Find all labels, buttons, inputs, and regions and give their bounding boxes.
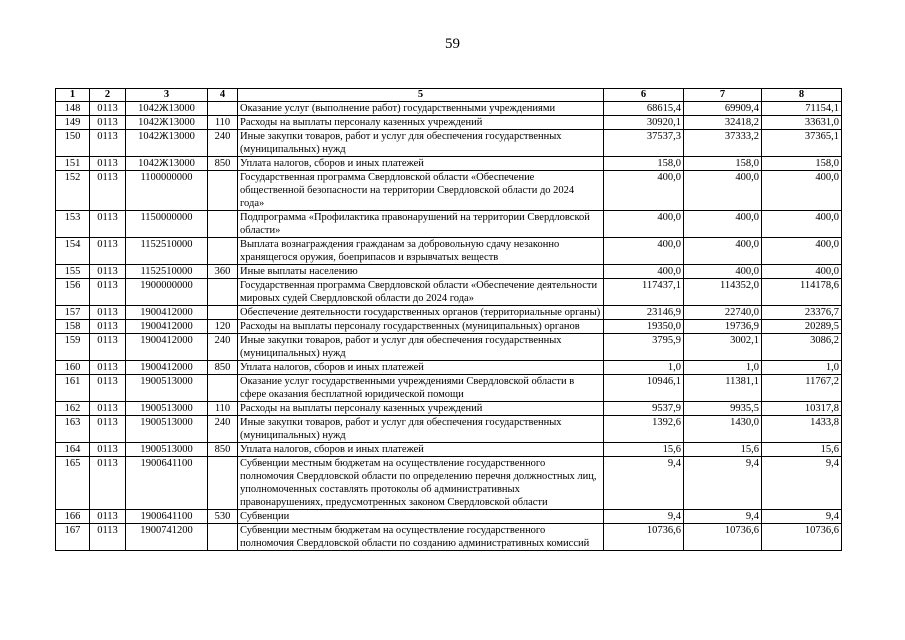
row-number-cell: 163 <box>56 416 90 443</box>
section-code-cell: 0113 <box>90 375 126 402</box>
target-article-cell: 1042Ж13000 <box>126 157 208 171</box>
row-number-cell: 150 <box>56 130 90 157</box>
section-code-cell: 0113 <box>90 443 126 457</box>
amount-col-6-cell: 117437,1 <box>604 279 684 306</box>
target-article-cell: 1152510000 <box>126 265 208 279</box>
header-col-8: 8 <box>762 89 842 102</box>
target-article-cell: 1900513000 <box>126 416 208 443</box>
header-col-2: 2 <box>90 89 126 102</box>
section-code-cell: 0113 <box>90 334 126 361</box>
header-row <box>56 89 842 102</box>
amount-col-6-cell: 10946,1 <box>604 375 684 402</box>
target-article-cell: 1152510000 <box>126 238 208 265</box>
target-article-cell: 1042Ж13000 <box>126 116 208 130</box>
table-row <box>56 306 842 320</box>
amount-col-8-cell: 71154,1 <box>762 102 842 116</box>
budget-table <box>55 88 842 551</box>
expense-type-cell: 850 <box>208 443 238 457</box>
table-row <box>56 171 842 211</box>
target-article-cell: 1042Ж13000 <box>126 130 208 157</box>
amount-col-8-cell: 158,0 <box>762 157 842 171</box>
amount-col-7-cell: 400,0 <box>684 265 762 279</box>
item-name-cell: Иные закупки товаров, работ и услуг для обеспечения государственных (муниципальных) нужд <box>238 416 604 443</box>
table-row <box>56 265 842 279</box>
expense-type-cell <box>208 279 238 306</box>
section-code-cell: 0113 <box>90 102 126 116</box>
section-code-cell: 0113 <box>90 130 126 157</box>
amount-col-8-cell: 33631,0 <box>762 116 842 130</box>
target-article-cell: 1900641100 <box>126 510 208 524</box>
expense-type-cell <box>208 375 238 402</box>
amount-col-6-cell: 15,6 <box>604 443 684 457</box>
item-name-cell: Уплата налогов, сборов и иных платежей <box>238 361 604 375</box>
amount-col-7-cell: 400,0 <box>684 211 762 238</box>
amount-col-7-cell: 69909,4 <box>684 102 762 116</box>
row-number-cell: 159 <box>56 334 90 361</box>
amount-col-8-cell: 400,0 <box>762 171 842 211</box>
header-col-6: 6 <box>604 89 684 102</box>
table-row <box>56 416 842 443</box>
item-name-cell: Выплата вознаграждения гражданам за добровольную сдачу незаконно хранящегося оружия, боеприпасов и взрывчатых веществ <box>238 238 604 265</box>
expense-type-cell <box>208 102 238 116</box>
section-code-cell: 0113 <box>90 116 126 130</box>
expense-type-cell: 850 <box>208 157 238 171</box>
amount-col-7-cell: 400,0 <box>684 171 762 211</box>
amount-col-6-cell: 9,4 <box>604 510 684 524</box>
amount-col-7-cell: 9,4 <box>684 510 762 524</box>
expense-type-cell <box>208 457 238 510</box>
amount-col-7-cell: 32418,2 <box>684 116 762 130</box>
amount-col-6-cell: 37537,3 <box>604 130 684 157</box>
table-row <box>56 211 842 238</box>
amount-col-6-cell: 30920,1 <box>604 116 684 130</box>
amount-col-6-cell: 158,0 <box>604 157 684 171</box>
amount-col-8-cell: 1,0 <box>762 361 842 375</box>
header-col-4: 4 <box>208 89 238 102</box>
item-name-cell: Обеспечение деятельности государственных органов (территориальные органы) <box>238 306 604 320</box>
item-name-cell: Иные закупки товаров, работ и услуг для обеспечения государственных (муниципальных) нужд <box>238 334 604 361</box>
row-number-cell: 161 <box>56 375 90 402</box>
row-number-cell: 160 <box>56 361 90 375</box>
item-name-cell: Субвенции местным бюджетам на осуществление государственного полномочия Свердловской области по определению перечня должностных лиц, уполномоченных составлять протоколы об административных правонарушениях, предусмотренных законом Свердловской области <box>238 457 604 510</box>
amount-col-8-cell: 11767,2 <box>762 375 842 402</box>
row-number-cell: 157 <box>56 306 90 320</box>
amount-col-6-cell: 3795,9 <box>604 334 684 361</box>
table-row <box>56 320 842 334</box>
amount-col-6-cell: 400,0 <box>604 171 684 211</box>
row-number-cell: 166 <box>56 510 90 524</box>
row-number-cell: 151 <box>56 157 90 171</box>
table-row <box>56 102 842 116</box>
amount-col-7-cell: 19736,9 <box>684 320 762 334</box>
section-code-cell: 0113 <box>90 265 126 279</box>
expense-type-cell: 360 <box>208 265 238 279</box>
expense-type-cell: 850 <box>208 361 238 375</box>
section-code-cell: 0113 <box>90 171 126 211</box>
section-code-cell: 0113 <box>90 211 126 238</box>
section-code-cell: 0113 <box>90 361 126 375</box>
expense-type-cell <box>208 524 238 551</box>
expense-type-cell: 240 <box>208 130 238 157</box>
section-code-cell: 0113 <box>90 157 126 171</box>
amount-col-6-cell: 68615,4 <box>604 102 684 116</box>
target-article-cell: 1900641100 <box>126 457 208 510</box>
header-col-7: 7 <box>684 89 762 102</box>
target-article-cell: 1100000000 <box>126 171 208 211</box>
target-article-cell: 1900412000 <box>126 320 208 334</box>
item-name-cell: Уплата налогов, сборов и иных платежей <box>238 443 604 457</box>
amount-col-7-cell: 11381,1 <box>684 375 762 402</box>
amount-col-7-cell: 15,6 <box>684 443 762 457</box>
table-row <box>56 402 842 416</box>
item-name-cell: Субвенции местным бюджетам на осуществление государственного полномочия Свердловской области по созданию административных комиссий <box>238 524 604 551</box>
table-row <box>56 238 842 265</box>
amount-col-7-cell: 3002,1 <box>684 334 762 361</box>
amount-col-6-cell: 23146,9 <box>604 306 684 320</box>
amount-col-8-cell: 400,0 <box>762 211 842 238</box>
amount-col-6-cell: 400,0 <box>604 238 684 265</box>
row-number-cell: 158 <box>56 320 90 334</box>
expense-type-cell <box>208 171 238 211</box>
section-code-cell: 0113 <box>90 524 126 551</box>
expense-type-cell: 110 <box>208 402 238 416</box>
amount-col-7-cell: 37333,2 <box>684 130 762 157</box>
amount-col-6-cell: 10736,6 <box>604 524 684 551</box>
section-code-cell: 0113 <box>90 279 126 306</box>
amount-col-8-cell: 400,0 <box>762 265 842 279</box>
table-row <box>56 510 842 524</box>
amount-col-7-cell: 400,0 <box>684 238 762 265</box>
section-code-cell: 0113 <box>90 457 126 510</box>
item-name-cell: Расходы на выплаты персоналу казенных учреждений <box>238 116 604 130</box>
target-article-cell: 1900412000 <box>126 361 208 375</box>
section-code-cell: 0113 <box>90 238 126 265</box>
item-name-cell: Оказание услуг (выполнение работ) государственными учреждениями <box>238 102 604 116</box>
section-code-cell: 0113 <box>90 306 126 320</box>
target-article-cell: 1900000000 <box>126 279 208 306</box>
row-number-cell: 165 <box>56 457 90 510</box>
amount-col-8-cell: 20289,5 <box>762 320 842 334</box>
table-row <box>56 157 842 171</box>
row-number-cell: 164 <box>56 443 90 457</box>
section-code-cell: 0113 <box>90 402 126 416</box>
amount-col-7-cell: 1430,0 <box>684 416 762 443</box>
expense-type-cell <box>208 238 238 265</box>
amount-col-6-cell: 9537,9 <box>604 402 684 416</box>
amount-col-8-cell: 10736,6 <box>762 524 842 551</box>
row-number-cell: 162 <box>56 402 90 416</box>
expense-type-cell <box>208 306 238 320</box>
amount-col-6-cell: 1392,6 <box>604 416 684 443</box>
row-number-cell: 152 <box>56 171 90 211</box>
amount-col-7-cell: 9935,5 <box>684 402 762 416</box>
target-article-cell: 1900741200 <box>126 524 208 551</box>
row-number-cell: 167 <box>56 524 90 551</box>
amount-col-6-cell: 400,0 <box>604 265 684 279</box>
item-name-cell: Расходы на выплаты персоналу государственных (муниципальных) органов <box>238 320 604 334</box>
table-row <box>56 279 842 306</box>
amount-col-7-cell: 9,4 <box>684 457 762 510</box>
target-article-cell: 1900412000 <box>126 334 208 361</box>
table-row <box>56 130 842 157</box>
row-number-cell: 149 <box>56 116 90 130</box>
item-name-cell: Уплата налогов, сборов и иных платежей <box>238 157 604 171</box>
target-article-cell: 1900513000 <box>126 402 208 416</box>
target-article-cell: 1900513000 <box>126 375 208 402</box>
amount-col-8-cell: 9,4 <box>762 457 842 510</box>
item-name-cell: Расходы на выплаты персоналу казенных учреждений <box>238 402 604 416</box>
page-number: 59 <box>445 36 460 52</box>
amount-col-8-cell: 3086,2 <box>762 334 842 361</box>
header-col-1: 1 <box>56 89 90 102</box>
amount-col-7-cell: 1,0 <box>684 361 762 375</box>
amount-col-8-cell: 15,6 <box>762 443 842 457</box>
amount-col-7-cell: 158,0 <box>684 157 762 171</box>
expense-type-cell: 240 <box>208 416 238 443</box>
amount-col-8-cell: 114178,6 <box>762 279 842 306</box>
amount-col-8-cell: 1433,8 <box>762 416 842 443</box>
section-code-cell: 0113 <box>90 510 126 524</box>
amount-col-6-cell: 400,0 <box>604 211 684 238</box>
amount-col-6-cell: 9,4 <box>604 457 684 510</box>
header-col-3: 3 <box>126 89 208 102</box>
item-name-cell: Иные выплаты населению <box>238 265 604 279</box>
amount-col-8-cell: 400,0 <box>762 238 842 265</box>
amount-col-7-cell: 114352,0 <box>684 279 762 306</box>
table-row <box>56 457 842 510</box>
item-name-cell: Субвенции <box>238 510 604 524</box>
target-article-cell: 1042Ж13000 <box>126 102 208 116</box>
row-number-cell: 148 <box>56 102 90 116</box>
amount-col-7-cell: 10736,6 <box>684 524 762 551</box>
expense-type-cell: 110 <box>208 116 238 130</box>
row-number-cell: 156 <box>56 279 90 306</box>
table-row <box>56 375 842 402</box>
amount-col-6-cell: 1,0 <box>604 361 684 375</box>
table-body <box>56 102 842 551</box>
amount-col-7-cell: 22740,0 <box>684 306 762 320</box>
item-name-cell: Государственная программа Свердловской области «Обеспечение деятельности мировых судей Свердловской области до 2024 года» <box>238 279 604 306</box>
table-row <box>56 361 842 375</box>
expense-type-cell <box>208 211 238 238</box>
table-row <box>56 334 842 361</box>
section-code-cell: 0113 <box>90 416 126 443</box>
row-number-cell: 155 <box>56 265 90 279</box>
amount-col-8-cell: 23376,7 <box>762 306 842 320</box>
target-article-cell: 1150000000 <box>126 211 208 238</box>
target-article-cell: 1900513000 <box>126 443 208 457</box>
expense-type-cell: 530 <box>208 510 238 524</box>
amount-col-6-cell: 19350,0 <box>604 320 684 334</box>
row-number-cell: 153 <box>56 211 90 238</box>
item-name-cell: Подпрограмма «Профилактика правонарушений на территории Свердловской области» <box>238 211 604 238</box>
item-name-cell: Иные закупки товаров, работ и услуг для обеспечения государственных (муниципальных) нужд <box>238 130 604 157</box>
row-number-cell: 154 <box>56 238 90 265</box>
section-code-cell: 0113 <box>90 320 126 334</box>
item-name-cell: Государственная программа Свердловской области «Обеспечение общественной безопасности на территории Свердловской области до 2024 года» <box>238 171 604 211</box>
table-row <box>56 116 842 130</box>
header-col-5: 5 <box>238 89 604 102</box>
amount-col-8-cell: 10317,8 <box>762 402 842 416</box>
target-article-cell: 1900412000 <box>126 306 208 320</box>
table-row <box>56 524 842 551</box>
table-row <box>56 443 842 457</box>
item-name-cell: Оказание услуг государственными учреждениями Свердловской области в сфере оказания бесплатной юридической помощи <box>238 375 604 402</box>
expense-type-cell: 120 <box>208 320 238 334</box>
expense-type-cell: 240 <box>208 334 238 361</box>
amount-col-8-cell: 9,4 <box>762 510 842 524</box>
amount-col-8-cell: 37365,1 <box>762 130 842 157</box>
